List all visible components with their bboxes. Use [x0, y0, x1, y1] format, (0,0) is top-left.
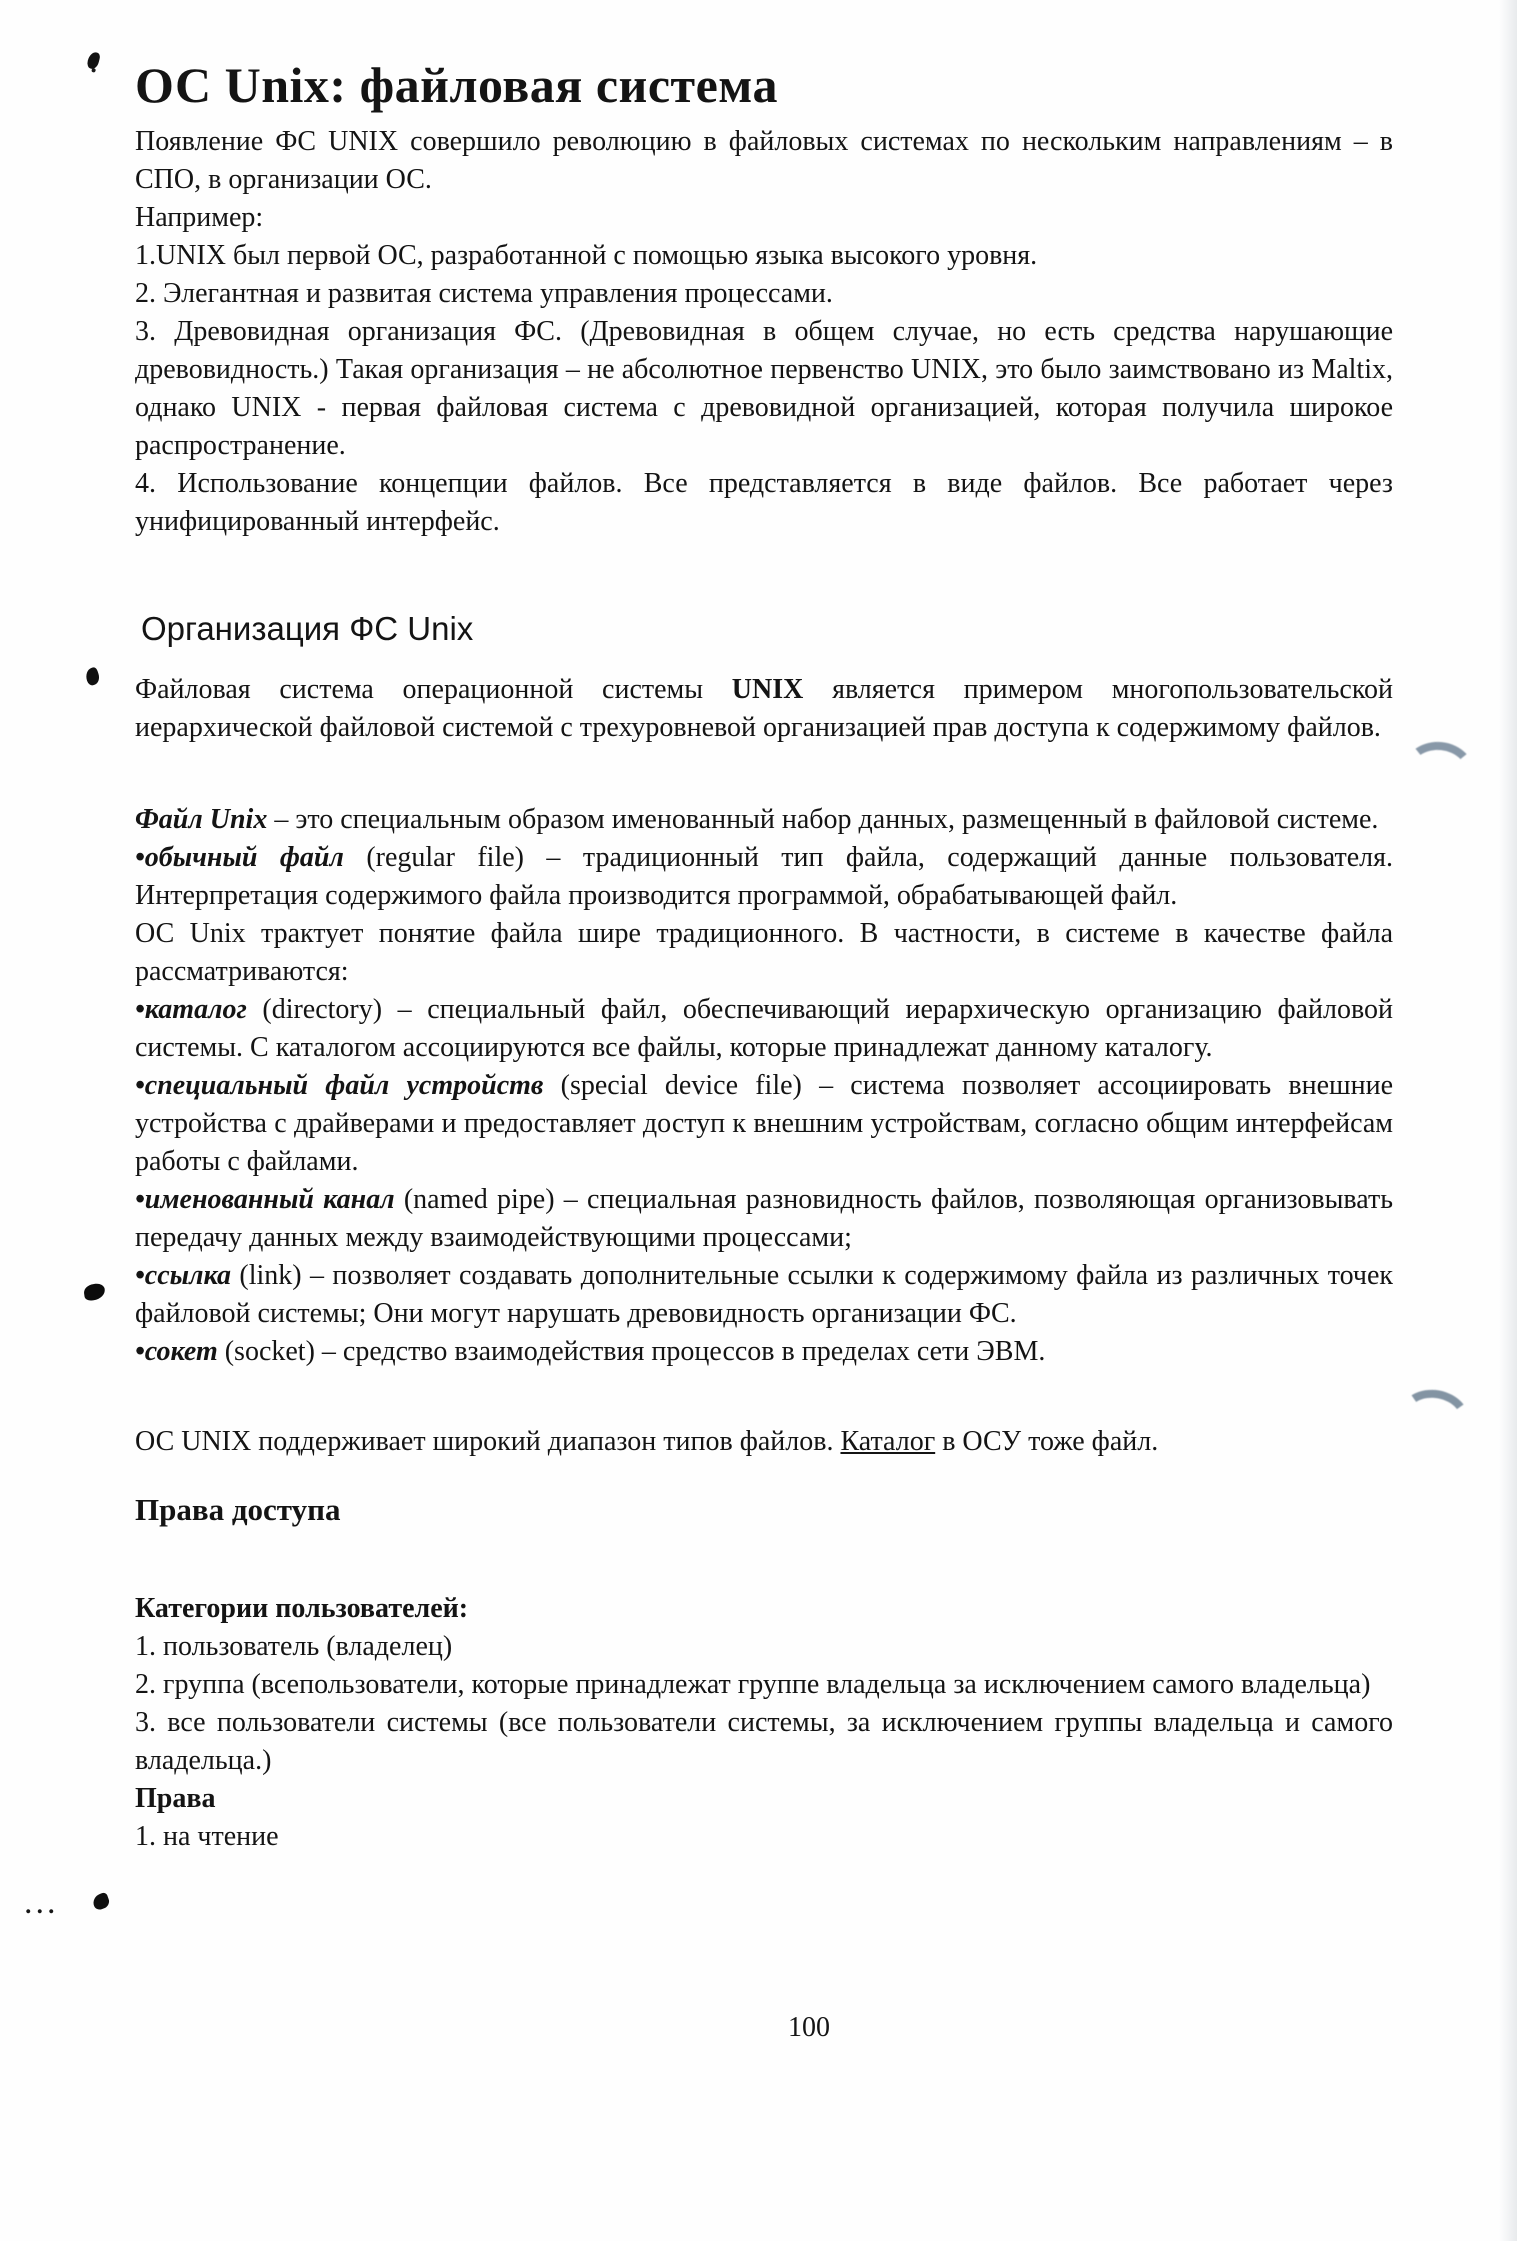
scan-ink-mark [84, 666, 102, 686]
list-item: 2. Элегантная и развитая система управления процессами. [135, 278, 833, 309]
definition-term: •специальный файл устройств [135, 1069, 544, 1101]
fs-overview-paragraph [135, 671, 1393, 747]
fs-overview-text-1: Файловая система операционной системы [135, 673, 732, 705]
intro-example-label: Например: [135, 202, 264, 233]
definition-term: •именованный канал [135, 1183, 395, 1215]
definition-text: (regular file) – традиционный тип файла, содержащий данные пользователя. Интерпретация содержимого файла производится программой, обрабатывающей файл. [135, 841, 1393, 911]
definition-item [135, 1067, 1393, 1181]
intro-section [135, 123, 1393, 237]
definition-text: – это специальным образом именованный набор данных, размещенный в файловой системе. [267, 803, 1379, 835]
file-type-definitions [135, 801, 1393, 1371]
scan-ink-mark [83, 1283, 106, 1302]
definition-term: •обычный файл [135, 841, 344, 873]
scan-edge-shadow [1499, 0, 1517, 2241]
list-item: 4. Использование концепции файлов. Все представляется в виде файлов. Все работает через унифицированный интерфейс. [135, 468, 1393, 537]
user-categories-heading: Категории пользователей: [135, 1592, 469, 1624]
file-types-summary [135, 1423, 1393, 1461]
definition-item [135, 801, 1393, 839]
definition-text: (link) – позволяет создавать дополнительные ссылки к содержимому файла из различных точек файловой системы; Они могут нарушать древовидность организации ФС. [135, 1259, 1393, 1329]
numbered-list [135, 237, 1393, 541]
category-item: 3. все пользователи системы (все пользователи системы, за исключением группы владельца и самого владельца.) [135, 1706, 1393, 1776]
definition-item [135, 1333, 1393, 1371]
margin-ellipsis-mark: ... [24, 1884, 59, 1921]
definition-item [135, 1181, 1393, 1257]
definition-text: (socket) – средство взаимодействия процессов в пределах сети ЭВМ. [217, 1335, 1046, 1367]
definition-text: (directory) – специальный файл, обеспечивающий иерархическую организацию файловой системы. С каталогом ассоциируются все файлы, которые принадлежат данному каталогу. [135, 993, 1393, 1063]
definition-item [135, 839, 1393, 915]
list-item: 1.UNIX был первой ОС, разработанной с помощью языка высокого уровня. [135, 240, 1038, 271]
scan-ink-mark [91, 1892, 111, 1912]
page-title: ОС Unix: файловая система [135, 57, 778, 113]
rights-heading: Права [135, 1782, 216, 1814]
intro-paragraph: Появление ФС UNIX совершило революцию в файловых системах по нескольким направлениям – в СПО, в организации ОС. [135, 126, 1393, 195]
rights-item: 1. на чтение [135, 1820, 279, 1852]
definition-item [135, 991, 1393, 1067]
definition-term: •каталог [135, 993, 247, 1025]
catalog-underlined-word: Каталог [840, 1425, 936, 1457]
user-categories-list [135, 1628, 1393, 1780]
category-item: 2. группа (всепользователи, которые принадлежат группе владельца за исключением самого владельца) [135, 1668, 1371, 1700]
section-heading-fs-organization: Организация ФС Unix [141, 610, 474, 647]
definition-item [135, 915, 1393, 991]
scan-ink-mark [86, 51, 101, 70]
definition-term: •ссылка [135, 1259, 231, 1291]
definition-text: (special device file) – система позволяет ассоциировать внешние устройства с драйверами и предоставляет доступ к внешним устройствам, согласно общим интерфейсам работы с файлами. [135, 1069, 1394, 1177]
category-item: 1. пользователь (владелец) [135, 1630, 453, 1662]
page-number: 100 [788, 2012, 830, 2043]
summary-text-2: в ОСУ тоже файл. [935, 1425, 1159, 1457]
pen-crescent-mark [1401, 739, 1477, 804]
definition-term: •сокет [135, 1335, 218, 1367]
list-item: 3. Древовидная организация ФС. (Древовидная в общем случае, но есть средства нарушающие древовидность.) Такая организация – не абсолютное первенство UNIX, это было заимствовано из Maltix, однако UNIX - первая файловая система с древовидной организацией, которая получила широкое распространение. [135, 316, 1393, 461]
definition-text: (named pipe) – специальная разновидность файлов, позволяющая организовывать передачу данных между взаимодействующими процессами; [135, 1183, 1393, 1253]
definition-term: Файл Unix [135, 803, 268, 835]
document-content [135, 58, 1393, 1856]
section-heading-access-rights: Права доступа [135, 1491, 341, 1527]
summary-text-1: ОС UNIX поддерживает широкий диапазон типов файлов. [135, 1425, 841, 1457]
fs-overview-text-2: является примером многопользовательской иерархической файловой системой с трехуровневой организацией прав доступа к содержимому файлов. [135, 673, 1394, 743]
unix-bold-word: UNIX [731, 673, 804, 705]
pen-crescent-mark [1393, 1384, 1474, 1456]
definition-item [135, 1257, 1393, 1333]
definition-text: ОС Unix трактует понятие файла шире традиционного. В частности, в системе в качестве файла рассматриваются: [135, 917, 1393, 987]
